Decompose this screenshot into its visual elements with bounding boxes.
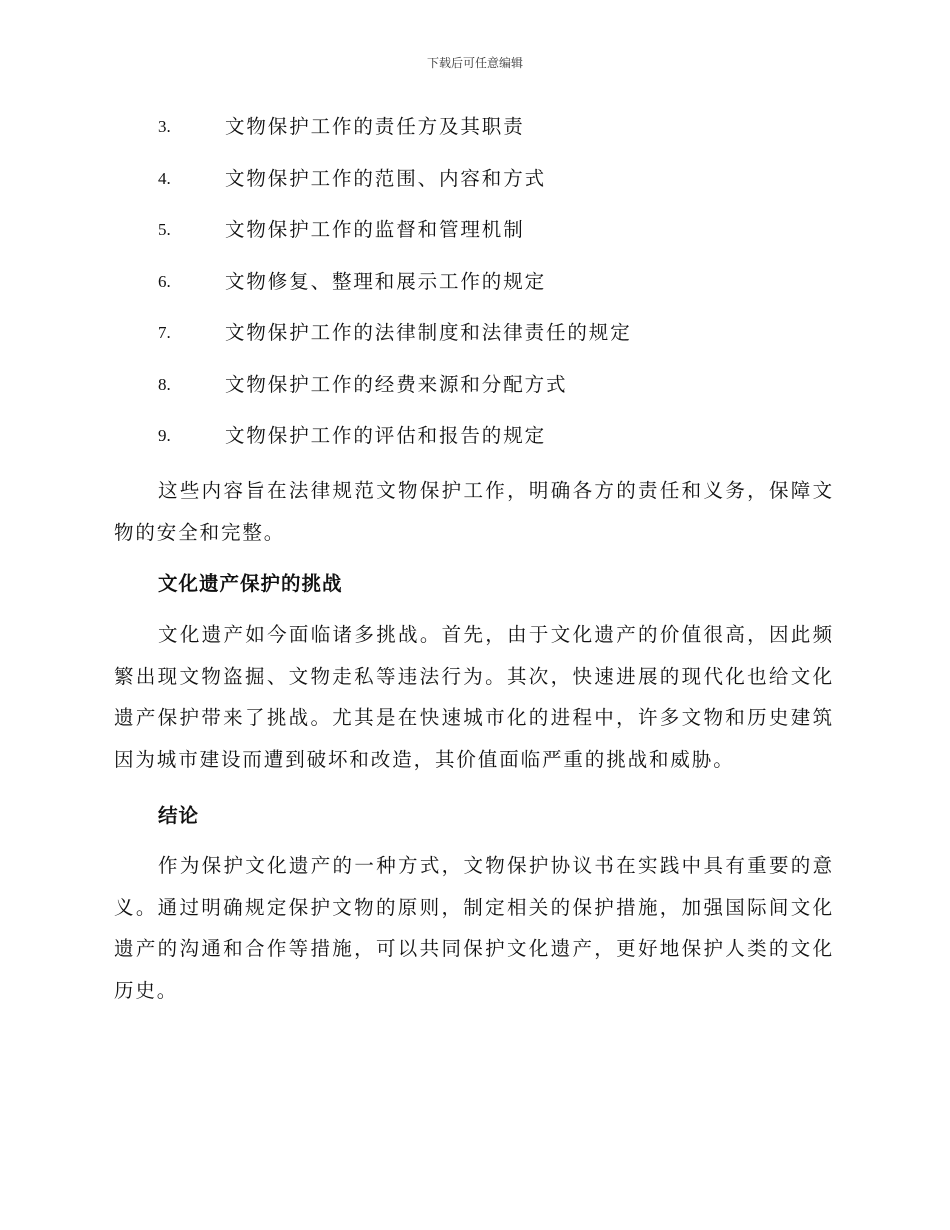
- list-item-number: 4.: [158, 168, 171, 188]
- list-item-number: 3.: [158, 117, 171, 136]
- list-item: [0, 366, 950, 418]
- challenges-paragraph: 文化遗产如今面临诸多挑战。首先，由于文化遗产的价值很高，因此频繁出现文物盗掘、文物走私等违法行为。其次，快速进展的现代化也给文化遗产保护带来了挑战。尤其是在快速城市化的进程中，许多文物和历史建筑因为城市建设而遭到破坏和改造，其价值面临严重的挑战和威胁。: [114, 623, 834, 771]
- list-item-number: 5.: [158, 220, 171, 239]
- list-item-text: 文物保护工作的责任方及其职责: [225, 115, 525, 138]
- list-item-number: 8.: [158, 374, 171, 394]
- list-item-number: 6.: [158, 271, 171, 291]
- conclusion-paragraph: 作为保护文化遗产的一种方式，文物保护协议书在实践中具有重要的意义。通过明确规定保护文物的原则，制定相关的保护措施，加强国际间文化遗产的沟通和合作等措施，可以共同保护文化遗产，更好地保护人类的文化历史。: [114, 854, 834, 1002]
- list-item-text: 文物保护工作的监督和管理机制: [225, 218, 525, 241]
- numbered-list: [0, 108, 950, 469]
- list-item: [0, 417, 950, 469]
- list-item: [0, 211, 950, 263]
- list-item-text: 文物修复、整理和展示工作的规定: [225, 269, 547, 293]
- list-item-text: 文物保护工作的评估和报告的规定: [225, 424, 547, 447]
- list-item-number: 9.: [158, 426, 171, 445]
- list-item-text: 文物保护工作的法律制度和法律责任的规定: [225, 321, 632, 344]
- list-item-number: 7.: [158, 323, 171, 342]
- section-heading-challenges: 文化遗产保护的挑战: [158, 572, 343, 595]
- list-item: [0, 263, 950, 315]
- list-item: [0, 314, 950, 366]
- list-item: [0, 108, 950, 160]
- list-item: [0, 160, 950, 212]
- list-item-text: 文物保护工作的经费来源和分配方式: [225, 372, 568, 396]
- page-header: 下载后可任意编辑: [426, 56, 523, 70]
- list-item-text: 文物保护工作的范围、内容和方式: [225, 166, 547, 190]
- summary-paragraph: 这些内容旨在法律规范文物保护工作，明确各方的责任和义务，保障文物的安全和完整。: [114, 479, 834, 544]
- section-heading-conclusion: 结论: [158, 804, 200, 827]
